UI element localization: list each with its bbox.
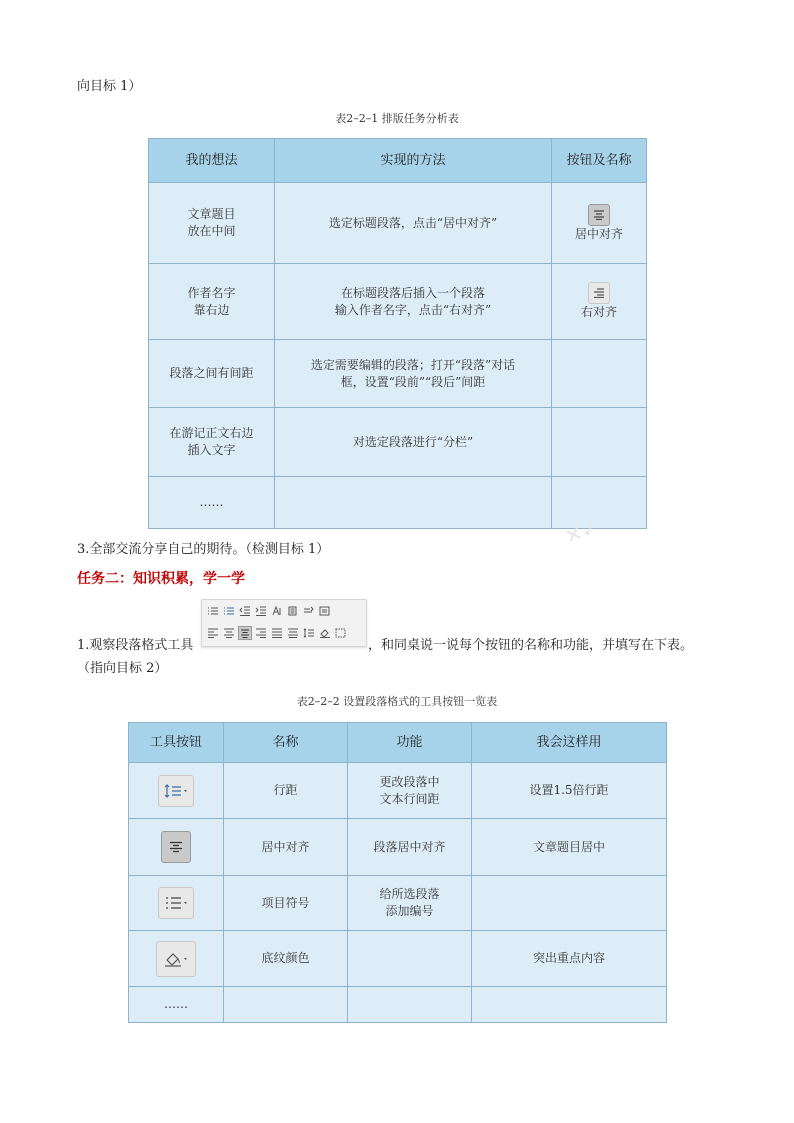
observe-line-end: ，和同桌说一说每个按钮的名称和功能，并填写在下表。 bbox=[368, 638, 694, 653]
task-analysis-table bbox=[148, 138, 647, 529]
task2-heading: 任务二：知识积累，学一学 bbox=[77, 571, 245, 587]
observe-line-start: 1.观察段落格式工具 bbox=[77, 638, 194, 653]
function-cell: 给所选段落 添加编号 bbox=[348, 876, 472, 931]
header-idea: 我的想法 bbox=[149, 139, 275, 183]
header-function: 功能 bbox=[348, 723, 472, 763]
usage-cell: 文章题目居中 bbox=[472, 819, 667, 876]
header-button: 按钮及名称 bbox=[552, 139, 647, 183]
usage-cell bbox=[472, 987, 667, 1023]
tool-cell bbox=[129, 819, 224, 876]
function-cell: 更改段落中 文本行间距 bbox=[348, 763, 472, 819]
table-row bbox=[129, 763, 667, 819]
table-row bbox=[129, 987, 667, 1023]
bullet-list-icon bbox=[158, 887, 194, 919]
align-center-icon bbox=[222, 626, 236, 640]
paragraph-settings-icon bbox=[318, 604, 332, 618]
observe-line-tail: （指向目标 2） bbox=[77, 661, 168, 676]
shading-color-icon bbox=[156, 941, 196, 977]
shading-color-icon bbox=[318, 626, 332, 640]
function-cell bbox=[348, 931, 472, 987]
tool-cell bbox=[129, 931, 224, 987]
usage-cell: 设置1.5倍行距 bbox=[472, 763, 667, 819]
intro-line: 向目标 1） bbox=[77, 79, 142, 94]
decrease-indent-icon bbox=[238, 604, 252, 618]
table1-caption: 表2–2–1 排版任务分析表 bbox=[335, 112, 459, 125]
header-name: 名称 bbox=[224, 723, 348, 763]
align-center-selected-icon bbox=[238, 626, 252, 640]
name-cell bbox=[224, 987, 348, 1023]
table-row bbox=[149, 477, 647, 529]
watermark: ✕✓ bbox=[561, 514, 602, 550]
table-row bbox=[129, 931, 667, 987]
method-cell: 选定需要编辑的段落；打开“段落”对话 框，设置“段前”“段后”间距 bbox=[275, 340, 552, 408]
name-cell: 底纹颜色 bbox=[224, 931, 348, 987]
idea-cell: …… bbox=[149, 477, 275, 529]
table-row bbox=[149, 408, 647, 477]
function-cell bbox=[348, 987, 472, 1023]
share-line: 3.全部交流分享自己的期待。（检测目标 1） bbox=[77, 542, 330, 557]
button-cell bbox=[552, 340, 647, 408]
header-method: 实现的方法 bbox=[275, 139, 552, 183]
name-cell: 行距 bbox=[224, 763, 348, 819]
align-center-icon bbox=[161, 831, 191, 863]
table-row bbox=[149, 340, 647, 408]
line-spacing-icon bbox=[158, 775, 194, 807]
bullet-list-icon bbox=[206, 604, 220, 618]
border-icon bbox=[334, 626, 348, 640]
method-cell: 选定标题段落，点击“居中对齐” bbox=[275, 183, 552, 264]
align-left-icon bbox=[206, 626, 220, 640]
name-cell: 居中对齐 bbox=[224, 819, 348, 876]
tool-cell: …… bbox=[129, 987, 224, 1023]
text-direction-icon bbox=[270, 604, 284, 618]
function-cell: 段落居中对齐 bbox=[348, 819, 472, 876]
table-row bbox=[149, 264, 647, 340]
button-cell bbox=[552, 408, 647, 477]
distributed-icon bbox=[286, 626, 300, 640]
align-right-icon bbox=[588, 282, 610, 304]
table-row bbox=[129, 876, 667, 931]
sort-icon bbox=[286, 604, 300, 618]
tool-cell bbox=[129, 763, 224, 819]
header-tool: 工具按钮 bbox=[129, 723, 224, 763]
line-spacing-icon bbox=[302, 626, 316, 640]
method-cell: 对选定段落进行“分栏” bbox=[275, 408, 552, 477]
name-cell: 项目符号 bbox=[224, 876, 348, 931]
usage-cell bbox=[472, 876, 667, 931]
header-usage: 我会这样用 bbox=[472, 723, 667, 763]
justify-icon bbox=[270, 626, 284, 640]
paragraph-format-toolbar bbox=[201, 599, 367, 647]
idea-cell: 作者名字 靠右边 bbox=[149, 264, 275, 340]
align-right-icon bbox=[254, 626, 268, 640]
method-cell bbox=[275, 477, 552, 529]
idea-cell: 在游记正文右边 插入文字 bbox=[149, 408, 275, 477]
tool-cell bbox=[129, 876, 224, 931]
table-row bbox=[149, 183, 647, 264]
idea-cell: 段落之间有间距 bbox=[149, 340, 275, 408]
button-cell: 右对齐 bbox=[552, 264, 647, 340]
button-cell: 居中对齐 bbox=[552, 183, 647, 264]
increase-indent-icon bbox=[254, 604, 268, 618]
numbered-list-icon bbox=[222, 604, 236, 618]
button-cell bbox=[552, 477, 647, 529]
idea-cell: 文章题目 放在中间 bbox=[149, 183, 275, 264]
method-cell: 在标题段落后插入一个段落 输入作者名字，点击“右对齐” bbox=[275, 264, 552, 340]
show-marks-icon bbox=[302, 604, 316, 618]
usage-cell: 突出重点内容 bbox=[472, 931, 667, 987]
table2-caption: 表2–2–2 设置段落格式的工具按钮一览表 bbox=[296, 695, 498, 708]
toolbar-buttons-table bbox=[128, 722, 667, 1023]
table-row bbox=[129, 819, 667, 876]
align-center-icon bbox=[588, 204, 610, 226]
